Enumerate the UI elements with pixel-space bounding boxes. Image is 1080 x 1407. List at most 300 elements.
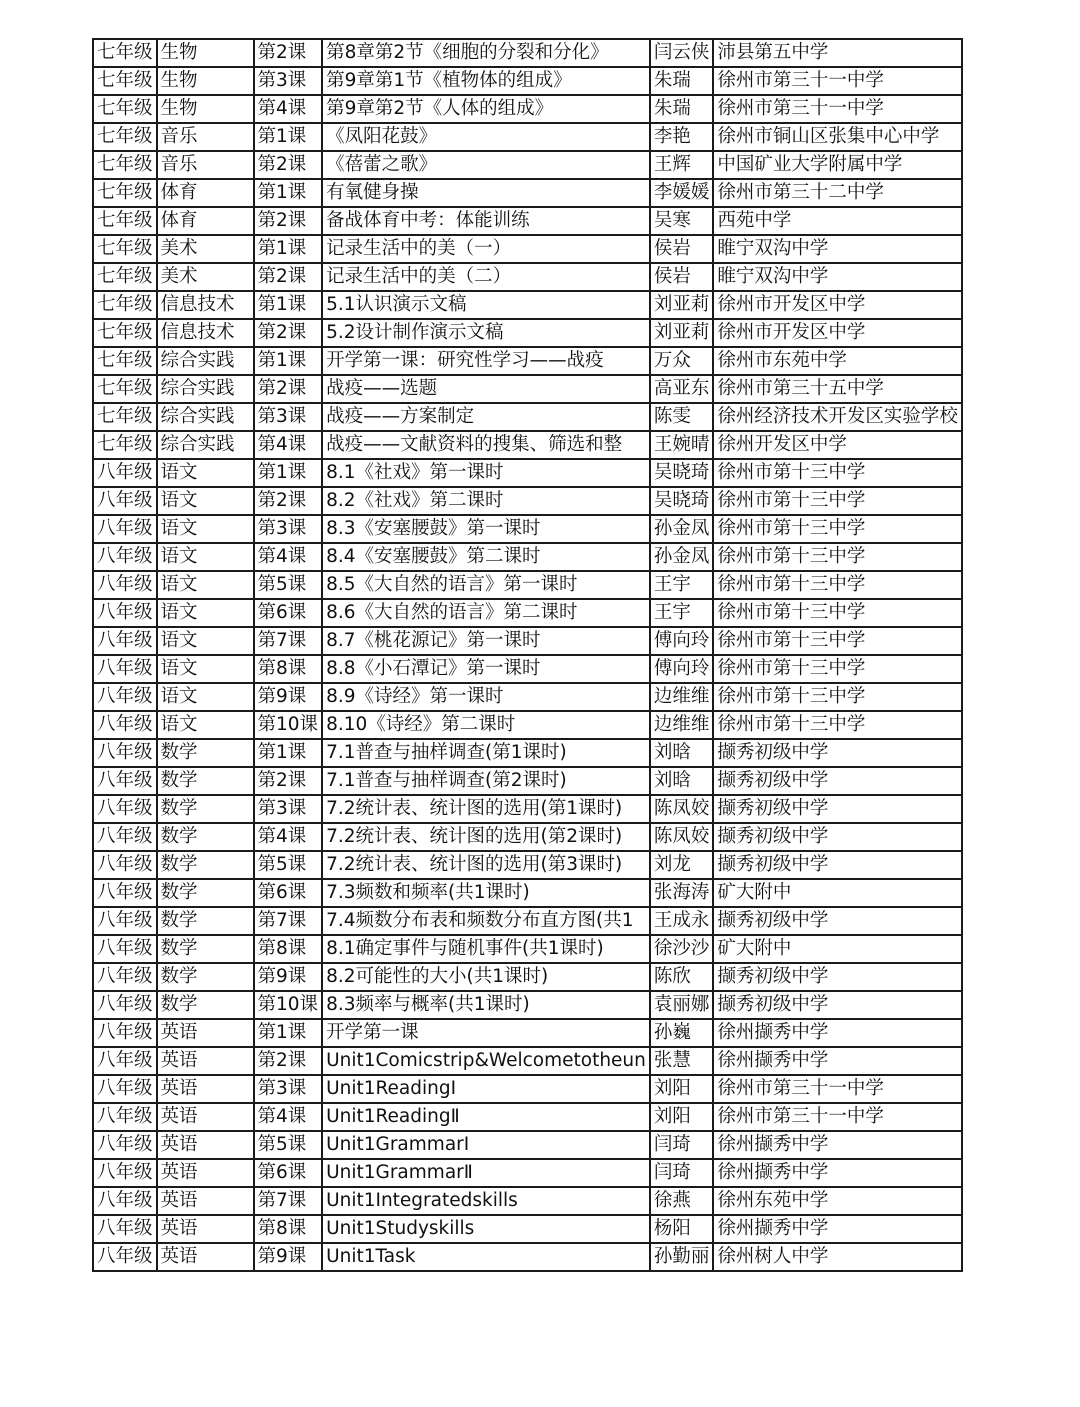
lesson-cell: 第10课 — [254, 991, 323, 1019]
table-row — [93, 767, 962, 795]
lesson-cell: 第3课 — [254, 403, 323, 431]
school-cell: 中国矿业大学附属中学 — [713, 151, 962, 179]
table-row — [93, 823, 962, 851]
table-row — [93, 95, 962, 123]
teacher-cell: 万众 — [650, 347, 714, 375]
teacher-cell: 陈欣 — [650, 963, 714, 991]
table-row — [93, 991, 962, 1019]
subject-cell: 数学 — [157, 795, 254, 823]
lesson-title-cell: 8.1确定事件与随机事件(共1课时) — [322, 935, 650, 963]
teacher-cell: 王宇 — [650, 571, 714, 599]
lesson-title-cell: 8.2可能性的大小(共1课时) — [322, 963, 650, 991]
grade-cell: 七年级 — [93, 151, 157, 179]
subject-cell: 英语 — [157, 1103, 254, 1131]
subject-cell: 数学 — [157, 963, 254, 991]
grade-cell: 七年级 — [93, 263, 157, 291]
table-row — [93, 711, 962, 739]
table-row — [93, 263, 962, 291]
teacher-cell: 徐燕 — [650, 1187, 714, 1215]
lesson-title-cell: 8.1《社戏》第一课时 — [322, 459, 650, 487]
lesson-title-cell: 8.8《小石潭记》第一课时 — [322, 655, 650, 683]
table-row — [93, 375, 962, 403]
grade-cell: 七年级 — [93, 291, 157, 319]
grade-cell: 八年级 — [93, 1159, 157, 1187]
table-row — [93, 403, 962, 431]
school-cell: 徐州市第十三中学 — [713, 655, 962, 683]
grade-cell: 八年级 — [93, 543, 157, 571]
lesson-cell: 第5课 — [254, 851, 323, 879]
subject-cell: 语文 — [157, 655, 254, 683]
lesson-cell: 第4课 — [254, 823, 323, 851]
subject-cell: 生物 — [157, 67, 254, 95]
lesson-title-cell: 8.5《大自然的语言》第一课时 — [322, 571, 650, 599]
lesson-title-cell: 记录生活中的美（一） — [322, 235, 650, 263]
table-row — [93, 39, 962, 67]
table-row — [93, 431, 962, 459]
grade-cell: 八年级 — [93, 907, 157, 935]
lesson-cell: 第1课 — [254, 235, 323, 263]
subject-cell: 信息技术 — [157, 319, 254, 347]
subject-cell: 语文 — [157, 683, 254, 711]
teacher-cell: 闫琦 — [650, 1159, 714, 1187]
lesson-cell: 第6课 — [254, 879, 323, 907]
teacher-cell: 朱瑞 — [650, 95, 714, 123]
grade-cell: 七年级 — [93, 235, 157, 263]
grade-cell: 七年级 — [93, 95, 157, 123]
school-cell: 徐州市第三十二中学 — [713, 179, 962, 207]
lesson-title-cell: Unit1Integratedskills — [322, 1187, 650, 1215]
grade-cell: 八年级 — [93, 823, 157, 851]
lesson-title-cell: 7.3频数和频率(共1课时) — [322, 879, 650, 907]
table-row — [93, 655, 962, 683]
lesson-title-cell: 8.4《安塞腰鼓》第二课时 — [322, 543, 650, 571]
subject-cell: 综合实践 — [157, 431, 254, 459]
grade-cell: 八年级 — [93, 711, 157, 739]
grade-cell: 八年级 — [93, 655, 157, 683]
school-cell: 徐州市第十三中学 — [713, 571, 962, 599]
lesson-cell: 第8课 — [254, 935, 323, 963]
subject-cell: 英语 — [157, 1131, 254, 1159]
teacher-cell: 陈雯 — [650, 403, 714, 431]
lesson-title-cell: 8.6《大自然的语言》第二课时 — [322, 599, 650, 627]
table-row — [93, 907, 962, 935]
grade-cell: 八年级 — [93, 1215, 157, 1243]
teacher-cell: 刘龙 — [650, 851, 714, 879]
subject-cell: 语文 — [157, 459, 254, 487]
lesson-title-cell: 8.2《社戏》第二课时 — [322, 487, 650, 515]
lesson-cell: 第3课 — [254, 1075, 323, 1103]
table-row — [93, 599, 962, 627]
lesson-cell: 第1课 — [254, 739, 323, 767]
lesson-cell: 第2课 — [254, 487, 323, 515]
teacher-cell: 孙金凤 — [650, 543, 714, 571]
school-cell: 徐州市第十三中学 — [713, 543, 962, 571]
table-row — [93, 291, 962, 319]
lesson-cell: 第2课 — [254, 207, 323, 235]
subject-cell: 音乐 — [157, 151, 254, 179]
table-row — [93, 319, 962, 347]
school-cell: 徐州市第三十一中学 — [713, 67, 962, 95]
subject-cell: 英语 — [157, 1215, 254, 1243]
grade-cell: 七年级 — [93, 179, 157, 207]
school-cell: 徐州市第十三中学 — [713, 711, 962, 739]
table-row — [93, 1103, 962, 1131]
lesson-cell: 第1课 — [254, 123, 323, 151]
table-row — [93, 935, 962, 963]
grade-cell: 八年级 — [93, 851, 157, 879]
lesson-title-cell: 8.3频率与概率(共1课时) — [322, 991, 650, 1019]
school-cell: 徐州撷秀中学 — [713, 1047, 962, 1075]
table-row — [93, 207, 962, 235]
school-cell: 徐州市第三十一中学 — [713, 95, 962, 123]
school-cell: 徐州经济技术开发区实验学校 — [713, 403, 962, 431]
lesson-cell: 第9课 — [254, 963, 323, 991]
lesson-title-cell: 7.4频数分布表和频数分布直方图(共1 — [322, 907, 650, 935]
lesson-title-cell: 8.7《桃花源记》第一课时 — [322, 627, 650, 655]
table-row — [93, 151, 962, 179]
table-row — [93, 851, 962, 879]
subject-cell: 信息技术 — [157, 291, 254, 319]
grade-cell: 八年级 — [93, 599, 157, 627]
subject-cell: 语文 — [157, 711, 254, 739]
lesson-title-cell: 8.9《诗经》第一课时 — [322, 683, 650, 711]
lesson-cell: 第7课 — [254, 1187, 323, 1215]
lesson-title-cell: Unit1Comicstrip&Welcometotheun — [322, 1047, 650, 1075]
subject-cell: 语文 — [157, 543, 254, 571]
school-cell: 徐州撷秀中学 — [713, 1215, 962, 1243]
table-row — [93, 179, 962, 207]
school-cell: 徐州东苑中学 — [713, 1187, 962, 1215]
table-row — [93, 627, 962, 655]
teacher-cell: 刘晗 — [650, 739, 714, 767]
school-cell: 撷秀初级中学 — [713, 795, 962, 823]
table-row — [93, 67, 962, 95]
table-row — [93, 1215, 962, 1243]
teacher-cell: 刘亚莉 — [650, 291, 714, 319]
subject-cell: 语文 — [157, 487, 254, 515]
grade-cell: 七年级 — [93, 375, 157, 403]
grade-cell: 八年级 — [93, 1187, 157, 1215]
lesson-cell: 第1课 — [254, 179, 323, 207]
school-cell: 撷秀初级中学 — [713, 739, 962, 767]
teacher-cell: 杨阳 — [650, 1215, 714, 1243]
lesson-title-cell: 第8章第2节《细胞的分裂和分化》 — [322, 39, 650, 67]
subject-cell: 综合实践 — [157, 347, 254, 375]
grade-cell: 七年级 — [93, 123, 157, 151]
school-cell: 睢宁双沟中学 — [713, 263, 962, 291]
grade-cell: 七年级 — [93, 67, 157, 95]
subject-cell: 英语 — [157, 1075, 254, 1103]
grade-cell: 八年级 — [93, 627, 157, 655]
teacher-cell: 王成永 — [650, 907, 714, 935]
teacher-cell: 边维维 — [650, 711, 714, 739]
lesson-cell: 第1课 — [254, 459, 323, 487]
subject-cell: 数学 — [157, 935, 254, 963]
subject-cell: 生物 — [157, 95, 254, 123]
teacher-cell: 陈凤姣 — [650, 795, 714, 823]
lesson-title-cell: Unit1ReadingⅡ — [322, 1103, 650, 1131]
table-row — [93, 963, 962, 991]
subject-cell: 英语 — [157, 1187, 254, 1215]
teacher-cell: 王辉 — [650, 151, 714, 179]
subject-cell: 数学 — [157, 851, 254, 879]
school-cell: 徐州市东苑中学 — [713, 347, 962, 375]
school-cell: 矿大附中 — [713, 879, 962, 907]
lesson-title-cell: 7.1普查与抽样调查(第1课时) — [322, 739, 650, 767]
school-cell: 徐州市第十三中学 — [713, 683, 962, 711]
teacher-cell: 王宇 — [650, 599, 714, 627]
subject-cell: 体育 — [157, 179, 254, 207]
table-row — [93, 1019, 962, 1047]
lesson-cell: 第9课 — [254, 683, 323, 711]
lesson-title-cell: 第9章第1节《植物体的组成》 — [322, 67, 650, 95]
school-cell: 睢宁双沟中学 — [713, 235, 962, 263]
table-row — [93, 459, 962, 487]
lesson-title-cell: 8.10《诗经》第二课时 — [322, 711, 650, 739]
grade-cell: 八年级 — [93, 767, 157, 795]
table-row — [93, 879, 962, 907]
table-row — [93, 683, 962, 711]
teacher-cell: 吴晓琦 — [650, 459, 714, 487]
teacher-cell: 刘阳 — [650, 1075, 714, 1103]
grade-cell: 七年级 — [93, 403, 157, 431]
grade-cell: 八年级 — [93, 515, 157, 543]
school-cell: 徐州市第三十一中学 — [713, 1075, 962, 1103]
grade-cell: 八年级 — [93, 991, 157, 1019]
teacher-cell: 徐沙沙 — [650, 935, 714, 963]
subject-cell: 数学 — [157, 739, 254, 767]
subject-cell: 综合实践 — [157, 375, 254, 403]
subject-cell: 数学 — [157, 767, 254, 795]
school-cell: 西苑中学 — [713, 207, 962, 235]
grade-cell: 八年级 — [93, 1131, 157, 1159]
school-cell: 徐州市第三十一中学 — [713, 1103, 962, 1131]
grade-cell: 八年级 — [93, 1243, 157, 1271]
lesson-title-cell: 战疫——选题 — [322, 375, 650, 403]
table-row — [93, 1075, 962, 1103]
grade-cell: 七年级 — [93, 39, 157, 67]
teacher-cell: 朱瑞 — [650, 67, 714, 95]
subject-cell: 语文 — [157, 571, 254, 599]
grade-cell: 八年级 — [93, 1075, 157, 1103]
lesson-title-cell: Unit1Studyskills — [322, 1215, 650, 1243]
subject-cell: 语文 — [157, 627, 254, 655]
grade-cell: 八年级 — [93, 739, 157, 767]
lesson-cell: 第2课 — [254, 319, 323, 347]
subject-cell: 英语 — [157, 1243, 254, 1271]
lesson-cell: 第5课 — [254, 571, 323, 599]
subject-cell: 生物 — [157, 39, 254, 67]
school-cell: 徐州树人中学 — [713, 1243, 962, 1271]
lesson-cell: 第6课 — [254, 599, 323, 627]
subject-cell: 数学 — [157, 823, 254, 851]
teacher-cell: 傅向玲 — [650, 627, 714, 655]
lesson-title-cell: 8.3《安塞腰鼓》第一课时 — [322, 515, 650, 543]
lesson-cell: 第3课 — [254, 515, 323, 543]
lesson-title-cell: Unit1ReadingI — [322, 1075, 650, 1103]
school-cell: 徐州市开发区中学 — [713, 291, 962, 319]
school-cell: 徐州开发区中学 — [713, 431, 962, 459]
grade-cell: 八年级 — [93, 1019, 157, 1047]
school-cell: 徐州市第十三中学 — [713, 627, 962, 655]
school-cell: 徐州市第十三中学 — [713, 487, 962, 515]
teacher-cell: 孙勤丽 — [650, 1243, 714, 1271]
lesson-cell: 第2课 — [254, 767, 323, 795]
school-cell: 徐州市第十三中学 — [713, 515, 962, 543]
school-cell: 徐州市铜山区张集中心中学 — [713, 123, 962, 151]
subject-cell: 数学 — [157, 991, 254, 1019]
lesson-cell: 第5课 — [254, 1131, 323, 1159]
lesson-cell: 第1课 — [254, 1019, 323, 1047]
table-row — [93, 123, 962, 151]
school-cell: 徐州撷秀中学 — [713, 1019, 962, 1047]
lesson-title-cell: 第9章第2节《人体的组成》 — [322, 95, 650, 123]
table-row — [93, 1159, 962, 1187]
grade-cell: 八年级 — [93, 963, 157, 991]
lesson-title-cell: 有氧健身操 — [322, 179, 650, 207]
teacher-cell: 刘晗 — [650, 767, 714, 795]
teacher-cell: 李艳 — [650, 123, 714, 151]
school-cell: 徐州市第十三中学 — [713, 459, 962, 487]
school-cell: 撷秀初级中学 — [713, 767, 962, 795]
table-row — [93, 515, 962, 543]
lesson-title-cell: 开学第一课 — [322, 1019, 650, 1047]
lesson-title-cell: 7.1普查与抽样调查(第2课时) — [322, 767, 650, 795]
lesson-cell: 第4课 — [254, 431, 323, 459]
teacher-cell: 吴晓琦 — [650, 487, 714, 515]
lesson-title-cell: Unit1GrammarⅡ — [322, 1159, 650, 1187]
lesson-cell: 第4课 — [254, 543, 323, 571]
teacher-cell: 王婉晴 — [650, 431, 714, 459]
table-row — [93, 543, 962, 571]
grade-cell: 七年级 — [93, 431, 157, 459]
subject-cell: 英语 — [157, 1159, 254, 1187]
lesson-cell: 第10课 — [254, 711, 323, 739]
lesson-title-cell: 7.2统计表、统计图的选用(第2课时) — [322, 823, 650, 851]
table-row — [93, 235, 962, 263]
school-cell: 徐州撷秀中学 — [713, 1159, 962, 1187]
subject-cell: 音乐 — [157, 123, 254, 151]
table-row — [93, 795, 962, 823]
grade-cell: 八年级 — [93, 879, 157, 907]
lesson-cell: 第7课 — [254, 627, 323, 655]
lesson-cell: 第8课 — [254, 655, 323, 683]
subject-cell: 综合实践 — [157, 403, 254, 431]
school-cell: 徐州市开发区中学 — [713, 319, 962, 347]
teacher-cell: 闫琦 — [650, 1131, 714, 1159]
table-row — [93, 1243, 962, 1271]
subject-cell: 英语 — [157, 1019, 254, 1047]
grade-cell: 八年级 — [93, 1047, 157, 1075]
teacher-cell: 陈凤姣 — [650, 823, 714, 851]
table-row — [93, 1131, 962, 1159]
grade-cell: 七年级 — [93, 207, 157, 235]
table-body — [93, 39, 962, 1271]
table-row — [93, 739, 962, 767]
lesson-cell: 第8课 — [254, 1215, 323, 1243]
lesson-title-cell: 《蓓蕾之歌》 — [322, 151, 650, 179]
grade-cell: 七年级 — [93, 319, 157, 347]
lesson-cell: 第6课 — [254, 1159, 323, 1187]
teacher-cell: 傅向玲 — [650, 655, 714, 683]
school-cell: 撷秀初级中学 — [713, 991, 962, 1019]
teacher-cell: 吴寒 — [650, 207, 714, 235]
teacher-cell: 高亚东 — [650, 375, 714, 403]
school-cell: 撷秀初级中学 — [713, 823, 962, 851]
lesson-cell: 第2课 — [254, 375, 323, 403]
teacher-cell: 孙金凤 — [650, 515, 714, 543]
teacher-cell: 张慧 — [650, 1047, 714, 1075]
lesson-schedule-table — [92, 38, 963, 1272]
lesson-cell: 第2课 — [254, 263, 323, 291]
school-cell: 徐州市第十三中学 — [713, 599, 962, 627]
teacher-cell: 边维维 — [650, 683, 714, 711]
lesson-cell: 第7课 — [254, 907, 323, 935]
grade-cell: 八年级 — [93, 571, 157, 599]
subject-cell: 美术 — [157, 235, 254, 263]
table-row — [93, 487, 962, 515]
lesson-title-cell: Unit1Task — [322, 1243, 650, 1271]
subject-cell: 数学 — [157, 879, 254, 907]
grade-cell: 八年级 — [93, 487, 157, 515]
lesson-title-cell: 战疫——方案制定 — [322, 403, 650, 431]
lesson-title-cell: 记录生活中的美（二） — [322, 263, 650, 291]
lesson-title-cell: Unit1GrammarI — [322, 1131, 650, 1159]
table-row — [93, 571, 962, 599]
grade-cell: 八年级 — [93, 1103, 157, 1131]
subject-cell: 语文 — [157, 515, 254, 543]
subject-cell: 美术 — [157, 263, 254, 291]
table-row — [93, 347, 962, 375]
subject-cell: 语文 — [157, 599, 254, 627]
teacher-cell: 刘阳 — [650, 1103, 714, 1131]
teacher-cell: 张海涛 — [650, 879, 714, 907]
lesson-title-cell: 战疫——文献资料的搜集、筛选和整 — [322, 431, 650, 459]
school-cell: 撷秀初级中学 — [713, 851, 962, 879]
grade-cell: 八年级 — [93, 795, 157, 823]
teacher-cell: 闫云侠 — [650, 39, 714, 67]
school-cell: 撷秀初级中学 — [713, 963, 962, 991]
lesson-cell: 第9课 — [254, 1243, 323, 1271]
lesson-cell: 第1课 — [254, 347, 323, 375]
teacher-cell: 孙巍 — [650, 1019, 714, 1047]
lesson-title-cell: 备战体育中考：体能训练 — [322, 207, 650, 235]
lesson-title-cell: 7.2统计表、统计图的选用(第1课时) — [322, 795, 650, 823]
lesson-title-cell: 《凤阳花鼓》 — [322, 123, 650, 151]
lesson-title-cell: 7.2统计表、统计图的选用(第3课时) — [322, 851, 650, 879]
teacher-cell: 侯岩 — [650, 263, 714, 291]
teacher-cell: 侯岩 — [650, 235, 714, 263]
lesson-title-cell: 开学第一课：研究性学习——战疫 — [322, 347, 650, 375]
lesson-title-cell: 5.1认识演示文稿 — [322, 291, 650, 319]
lesson-title-cell: 5.2设计制作演示文稿 — [322, 319, 650, 347]
lesson-cell: 第4课 — [254, 95, 323, 123]
subject-cell: 体育 — [157, 207, 254, 235]
grade-cell: 七年级 — [93, 347, 157, 375]
teacher-cell: 李媛媛 — [650, 179, 714, 207]
grade-cell: 八年级 — [93, 683, 157, 711]
teacher-cell: 袁丽娜 — [650, 991, 714, 1019]
subject-cell: 英语 — [157, 1047, 254, 1075]
school-cell: 矿大附中 — [713, 935, 962, 963]
lesson-cell: 第2课 — [254, 151, 323, 179]
lesson-cell: 第2课 — [254, 39, 323, 67]
lesson-cell: 第3课 — [254, 795, 323, 823]
school-cell: 撷秀初级中学 — [713, 907, 962, 935]
lesson-cell: 第1课 — [254, 291, 323, 319]
school-cell: 徐州撷秀中学 — [713, 1131, 962, 1159]
table-row — [93, 1187, 962, 1215]
